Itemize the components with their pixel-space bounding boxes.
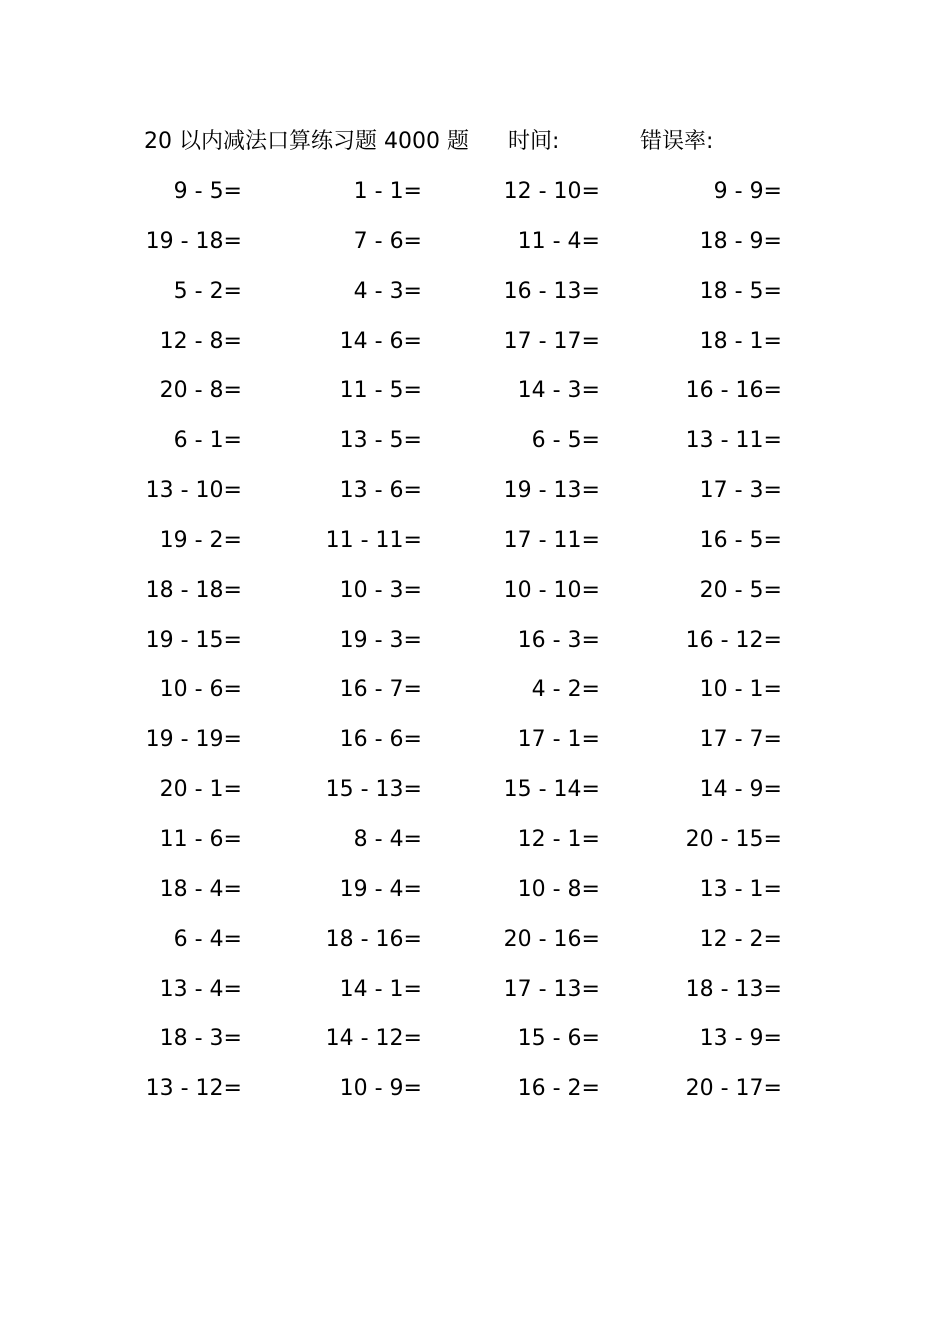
problem-item: 9 - 5= [173, 179, 242, 204]
worksheet-title: 20 以内减法口算练习题 4000 题 [144, 129, 469, 154]
problem-item: 17 - 1= [517, 727, 600, 753]
problem-item: 10 - 3= [339, 577, 422, 603]
problem-item: 14 - 1= [339, 976, 422, 1002]
problem-row [0, 668, 950, 718]
problem-grid [0, 170, 950, 1117]
time-label: 时间: [508, 129, 560, 154]
problem-item: 18 - 18= [145, 577, 242, 603]
problem-row [0, 619, 950, 669]
problem-item: 1 - 1= [353, 179, 422, 204]
problem-item: 16 - 2= [517, 1076, 600, 1102]
problem-row [0, 1067, 950, 1117]
problem-item: 19 - 3= [339, 627, 422, 653]
problem-row [0, 369, 950, 419]
problem-row [0, 918, 950, 968]
problem-item: 18 - 4= [159, 876, 242, 902]
problem-item: 8 - 4= [353, 826, 422, 852]
problem-item: 20 - 17= [685, 1076, 782, 1102]
problem-item: 15 - 13= [325, 777, 422, 803]
problem-item: 11 - 11= [325, 527, 422, 553]
problem-item: 11 - 6= [159, 826, 242, 852]
problem-item: 14 - 9= [699, 777, 782, 803]
problem-item: 18 - 3= [159, 1026, 242, 1052]
worksheet-header [144, 124, 844, 160]
problem-row [0, 419, 950, 469]
problem-item: 13 - 6= [339, 478, 422, 504]
problem-item: 18 - 1= [699, 328, 782, 354]
problem-item: 14 - 3= [517, 378, 600, 404]
problem-item: 18 - 9= [699, 228, 782, 254]
problem-item: 12 - 2= [699, 926, 782, 952]
problem-item: 10 - 6= [159, 677, 242, 703]
problem-item: 5 - 2= [173, 278, 242, 304]
problem-row [0, 320, 950, 370]
problem-item: 13 - 4= [159, 976, 242, 1002]
problem-item: 17 - 3= [699, 478, 782, 504]
problem-item: 12 - 8= [159, 328, 242, 354]
problem-item: 19 - 15= [145, 627, 242, 653]
problem-item: 20 - 1= [159, 777, 242, 803]
problem-item: 15 - 14= [503, 777, 600, 803]
problem-item: 20 - 15= [685, 826, 782, 852]
problem-item: 16 - 6= [339, 727, 422, 753]
problem-item: 4 - 3= [353, 278, 422, 304]
problem-item: 19 - 4= [339, 876, 422, 902]
problem-item: 16 - 12= [685, 627, 782, 653]
problem-row [0, 469, 950, 519]
problem-item: 12 - 1= [517, 826, 600, 852]
problem-item: 19 - 18= [145, 228, 242, 254]
problem-item: 6 - 4= [173, 926, 242, 952]
problem-row [0, 569, 950, 619]
problem-item: 20 - 5= [699, 577, 782, 603]
problem-item: 19 - 2= [159, 527, 242, 553]
problem-item: 17 - 11= [503, 527, 600, 553]
problem-item: 10 - 8= [517, 876, 600, 902]
problem-item: 16 - 13= [503, 278, 600, 304]
problem-item: 13 - 10= [145, 478, 242, 504]
problem-item: 13 - 5= [339, 428, 422, 454]
problem-item: 18 - 16= [325, 926, 422, 952]
problem-item: 7 - 6= [353, 228, 422, 254]
problem-row [0, 1017, 950, 1067]
problem-item: 9 - 9= [713, 179, 782, 204]
problem-item: 13 - 9= [699, 1026, 782, 1052]
problem-row [0, 220, 950, 270]
problem-item: 16 - 7= [339, 677, 422, 703]
problem-item: 13 - 1= [699, 876, 782, 902]
problem-item: 14 - 6= [339, 328, 422, 354]
problem-item: 16 - 3= [517, 627, 600, 653]
problem-item: 17 - 17= [503, 328, 600, 354]
problem-item: 20 - 16= [503, 926, 600, 952]
problem-item: 6 - 1= [173, 428, 242, 454]
problem-row [0, 868, 950, 918]
problem-row [0, 718, 950, 768]
problem-row [0, 818, 950, 868]
problem-item: 15 - 6= [517, 1026, 600, 1052]
problem-row [0, 170, 950, 220]
problem-item: 12 - 10= [503, 179, 600, 204]
problem-item: 18 - 13= [685, 976, 782, 1002]
problem-item: 20 - 8= [159, 378, 242, 404]
problem-item: 19 - 13= [503, 478, 600, 504]
problem-row [0, 270, 950, 320]
problem-row [0, 768, 950, 818]
problem-item: 17 - 7= [699, 727, 782, 753]
problem-item: 10 - 9= [339, 1076, 422, 1102]
problem-item: 14 - 12= [325, 1026, 422, 1052]
problem-item: 10 - 1= [699, 677, 782, 703]
problem-item: 13 - 12= [145, 1076, 242, 1102]
problem-item: 19 - 19= [145, 727, 242, 753]
problem-item: 11 - 4= [517, 228, 600, 254]
problem-item: 6 - 5= [531, 428, 600, 454]
problem-item: 18 - 5= [699, 278, 782, 304]
problem-item: 17 - 13= [503, 976, 600, 1002]
problem-item: 16 - 16= [685, 378, 782, 404]
problem-row [0, 968, 950, 1018]
problem-row [0, 519, 950, 569]
error-rate-label: 错误率: [640, 129, 714, 154]
problem-item: 4 - 2= [531, 677, 600, 703]
problem-item: 11 - 5= [339, 378, 422, 404]
problem-item: 13 - 11= [685, 428, 782, 454]
problem-item: 16 - 5= [699, 527, 782, 553]
problem-item: 10 - 10= [503, 577, 600, 603]
